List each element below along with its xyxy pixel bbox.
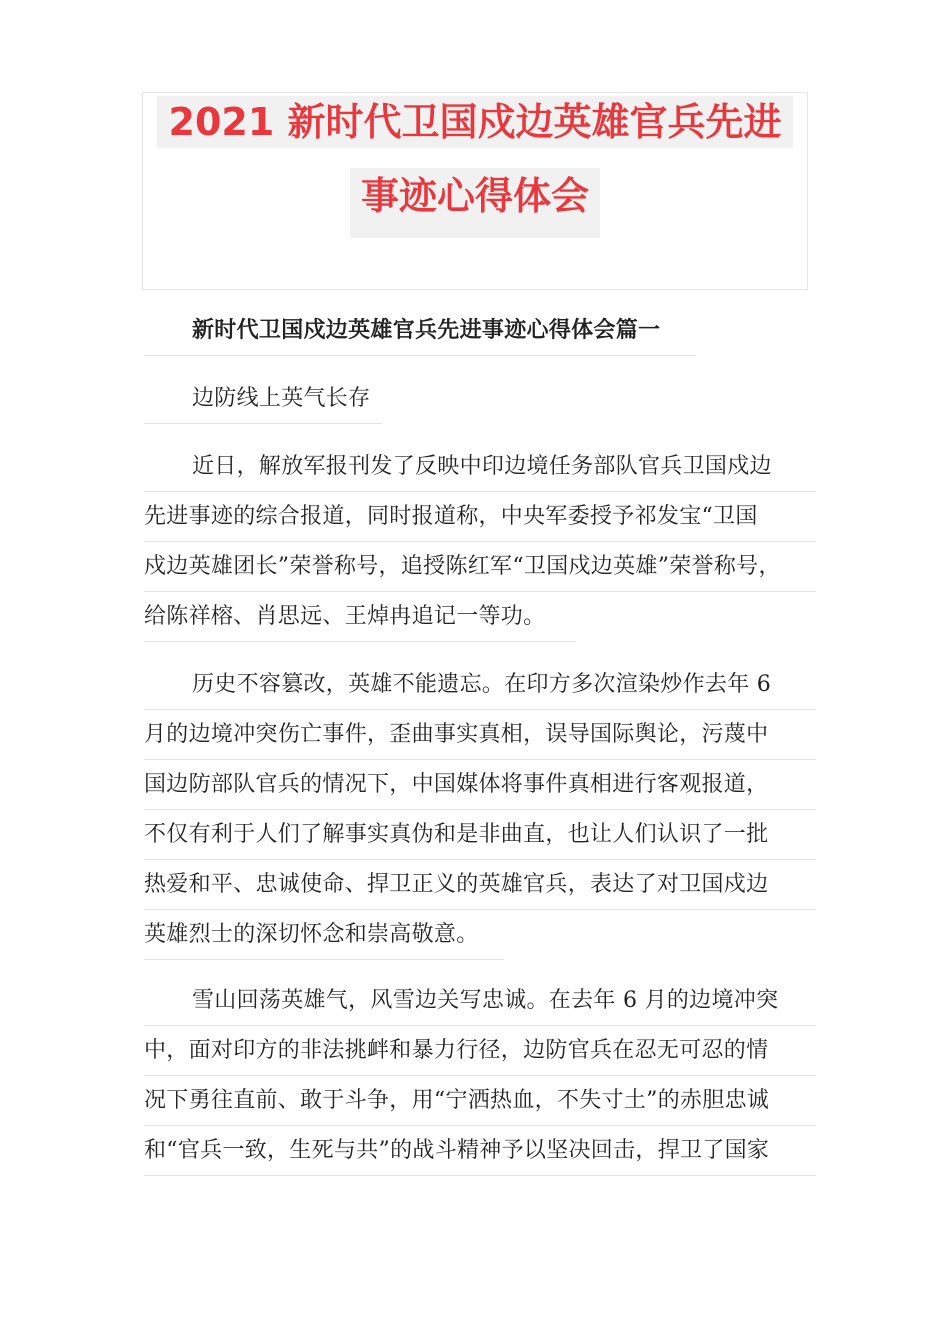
- paragraph-line: 给陈祥榕、肖思远、王焯冉追记一等功。: [144, 592, 576, 642]
- paragraph-line: 戍边英雄团长”荣誉称号，追授陈红军“卫国戍边英雄”荣誉称号，: [144, 542, 816, 592]
- paragraph-1: [144, 442, 816, 642]
- section-heading: 新时代卫国戍边英雄官兵先进事迹心得体会篇一: [144, 306, 696, 356]
- paragraph-line: 国边防部队官兵的情况下，中国媒体将事件真相进行客观报道，: [144, 760, 816, 810]
- paragraph-2: [144, 660, 816, 960]
- subheading: 边防线上英气长存: [144, 374, 382, 424]
- section-heading-block: [144, 306, 816, 356]
- subheading-block: [144, 374, 816, 424]
- paragraph-line: 月的边境冲突伤亡事件，歪曲事实真相，误导国际舆论，污蔑中: [144, 710, 816, 760]
- paragraph-line: 热爱和平、忠诚使命、捍卫正义的英雄官兵，表达了对卫国戍边: [144, 860, 816, 910]
- paragraph-line: 中，面对印方的非法挑衅和暴力行径，边防官兵在忍无可忍的情: [144, 1026, 816, 1076]
- document-title-line-2: 事迹心得体会: [350, 168, 600, 238]
- paragraph-line: 英雄烈士的深切怀念和崇高敬意。: [144, 910, 504, 960]
- paragraph-line: 雪山回荡英雄气，风雪边关写忠诚。在去年 6 月的边境冲突: [144, 976, 816, 1026]
- paragraph-3: [144, 976, 816, 1176]
- paragraph-line: 况下勇往直前、敢于斗争，用“宁洒热血，不失寸土”的赤胆忠诚: [144, 1076, 816, 1126]
- document-title-line-1: 2021 新时代卫国戍边英雄官兵先进: [157, 96, 793, 148]
- paragraph-line: 不仅有利于人们了解事实真伪和是非曲直，也让人们认识了一批: [144, 810, 816, 860]
- paragraph-line: 先进事迹的综合报道，同时报道称，中央军委授予祁发宝“卫国: [144, 492, 816, 542]
- paragraph-line: 历史不容篡改，英雄不能遗忘。在印方多次渲染炒作去年 6: [144, 660, 816, 710]
- paragraph-line: 和“官兵一致，生死与共”的战斗精神予以坚决回击，捍卫了国家: [144, 1126, 816, 1176]
- paragraph-line: 近日，解放军报刊发了反映中印边境任务部队官兵卫国戍边: [144, 442, 816, 492]
